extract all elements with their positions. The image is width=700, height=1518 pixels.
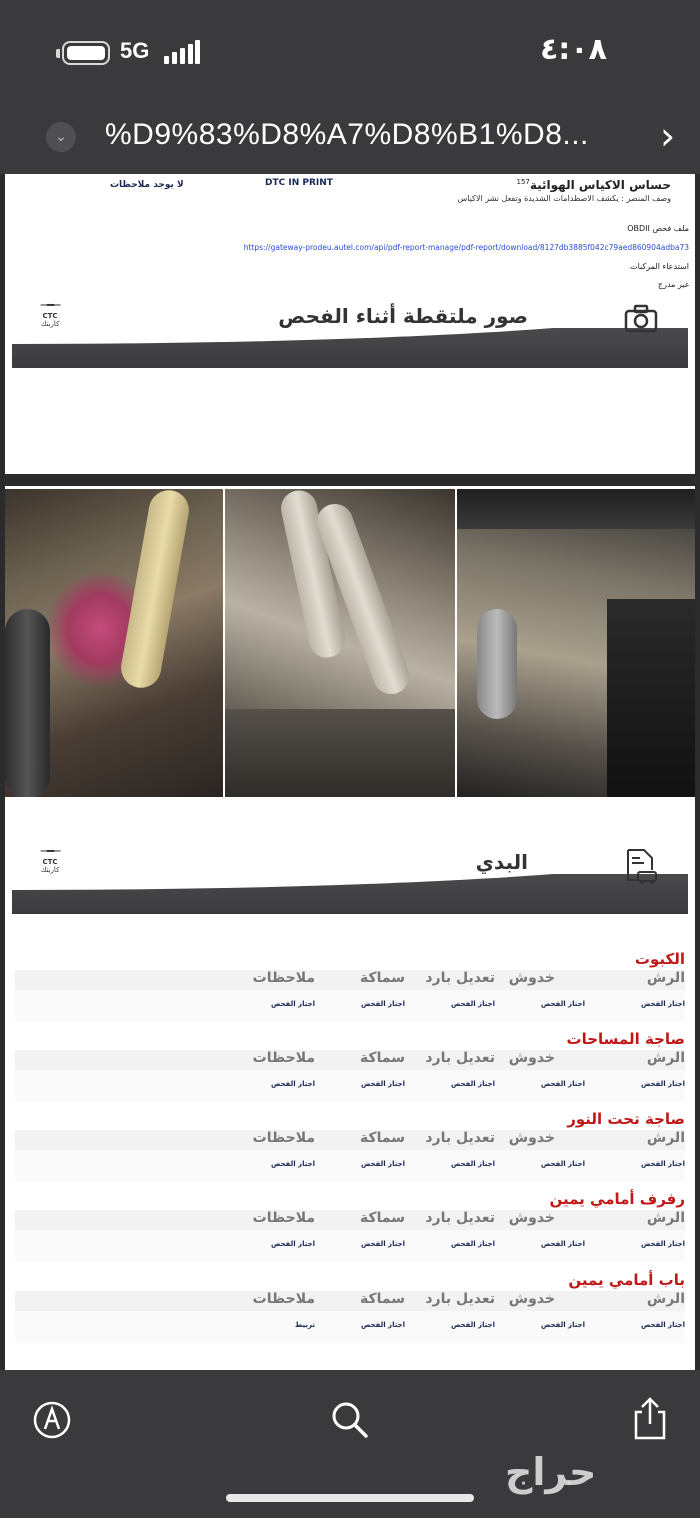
inspection-row xyxy=(15,1130,685,1182)
camera-icon xyxy=(624,304,658,334)
column-header: خدوش xyxy=(508,1130,555,1146)
cell-value: اجتاز الفحص xyxy=(450,1000,495,1008)
recall-value: غير مدرج xyxy=(657,280,689,289)
url-bar xyxy=(0,100,700,174)
cell-value: اجتاز الفحص xyxy=(540,1160,585,1168)
column-header: الرش xyxy=(646,970,685,986)
cell-value: اجتاز الفحص xyxy=(360,1160,405,1168)
body-section-title: البدي xyxy=(475,850,528,874)
column-header: سماكة xyxy=(359,970,405,986)
body-group xyxy=(15,1190,685,1260)
cell-value: اجتاز الفحص xyxy=(450,1321,495,1329)
signal-icon xyxy=(164,40,200,64)
photos-section-header xyxy=(12,298,688,368)
column-header: سماكة xyxy=(359,1050,405,1066)
group-title: صاجة المساحات xyxy=(566,1030,685,1048)
cell-value: اجتاز الفحص xyxy=(640,1160,685,1168)
obd-file-label: ملف فحص OBDII xyxy=(627,224,689,233)
cell-value: اجتاز الفحص xyxy=(360,1000,405,1008)
status-bar xyxy=(0,0,700,100)
network-type: 5G xyxy=(120,38,150,63)
inspection-photo-3[interactable] xyxy=(457,489,695,797)
recall-label: استدعاء المركبات xyxy=(630,262,689,271)
column-header: تعديل بارد xyxy=(425,970,495,986)
report-page-2 xyxy=(5,486,695,1370)
column-header: الرش xyxy=(646,1130,685,1146)
cell-value: اجتاز الفحص xyxy=(450,1080,495,1088)
column-header: خدوش xyxy=(508,970,555,986)
group-title: رفرف أمامي يمين xyxy=(549,1190,685,1208)
carbtec-logo: ─━─ CTC كاربتك xyxy=(40,844,60,874)
battery-icon xyxy=(62,41,110,65)
column-header: تعديل بارد xyxy=(425,1210,495,1226)
obd-code-status: DTC IN PRINT xyxy=(265,178,333,188)
column-header: تعديل بارد xyxy=(425,1291,495,1307)
cell-value: اجتاز الفحص xyxy=(640,1321,685,1329)
cell-value: اجتاز الفحص xyxy=(270,1080,315,1088)
column-header: خدوش xyxy=(508,1050,555,1066)
cell-value: اجتاز الفحص xyxy=(540,1000,585,1008)
url-text[interactable]: %D9%83%D8%A7%D8%B1%D8... xyxy=(105,118,589,151)
obd-code-title: حساس الاكياس الهوائية$^{157}$ xyxy=(516,178,671,192)
body-group xyxy=(15,1110,685,1180)
haraj-watermark: حراج xyxy=(505,1450,597,1494)
chevron-down-icon[interactable]: ⌄ xyxy=(46,122,76,152)
obd-report-link[interactable]: https://gateway-prodeu.autel.com/api/pdf-report-manage/pdf-report/download/8127db3885f042c79aed860904adba73 xyxy=(243,243,689,252)
cell-value: اجتاز الفحص xyxy=(270,1160,315,1168)
inspection-row xyxy=(15,1291,685,1343)
photos-section-title: صور ملتقطة أثناء الفحص xyxy=(278,304,528,328)
body-group xyxy=(15,950,685,1020)
home-indicator[interactable] xyxy=(226,1494,474,1502)
inspection-row xyxy=(15,970,685,1022)
column-header: الرش xyxy=(646,1291,685,1307)
cell-value: تربيط xyxy=(295,1321,315,1329)
obd-code-description: وصف المنصر : يكشف الاصطدامات الشديدة وتفعل نشر الاكياس xyxy=(457,194,671,203)
markup-icon[interactable] xyxy=(32,1400,72,1440)
column-header: ملاحظات xyxy=(252,1130,315,1146)
column-header: ملاحظات xyxy=(252,1210,315,1226)
obd-notes: لا يوجد ملاحظات xyxy=(110,180,184,190)
carbtec-logo: ─━─ CTC كاربتك xyxy=(40,298,60,328)
cell-value: اجتاز الفحص xyxy=(450,1240,495,1248)
inspection-photo-2[interactable] xyxy=(225,489,455,797)
report-page-1 xyxy=(5,174,695,474)
column-header: سماكة xyxy=(359,1210,405,1226)
car-document-icon xyxy=(624,848,658,886)
group-title: الكبوت xyxy=(634,950,685,968)
column-header: خدوش xyxy=(508,1210,555,1226)
obd-code-number: 157 xyxy=(516,178,530,186)
column-header: الرش xyxy=(646,1210,685,1226)
group-title: صاجة تحت النور xyxy=(567,1110,685,1128)
body-group xyxy=(15,1271,685,1341)
chevron-right-icon[interactable]: › xyxy=(660,114,676,158)
share-icon[interactable] xyxy=(630,1396,670,1440)
body-group xyxy=(15,1030,685,1100)
column-header: تعديل بارد xyxy=(425,1050,495,1066)
column-header: سماكة xyxy=(359,1291,405,1307)
column-header: ملاحظات xyxy=(252,970,315,986)
cell-value: اجتاز الفحص xyxy=(450,1160,495,1168)
cell-value: اجتاز الفحص xyxy=(540,1080,585,1088)
column-header: ملاحظات xyxy=(252,1050,315,1066)
search-icon[interactable] xyxy=(330,1400,370,1440)
cell-value: اجتاز الفحص xyxy=(540,1240,585,1248)
cell-value: اجتاز الفحص xyxy=(640,1080,685,1088)
inspection-photos xyxy=(5,489,695,799)
inspection-photo-1[interactable] xyxy=(5,489,223,797)
inspection-row xyxy=(15,1050,685,1102)
body-section-header xyxy=(12,844,688,914)
column-header: تعديل بارد xyxy=(425,1130,495,1146)
column-header: ملاحظات xyxy=(252,1291,315,1307)
cell-value: اجتاز الفحص xyxy=(540,1321,585,1329)
group-title: باب أمامي يمين xyxy=(568,1271,685,1289)
cell-value: اجتاز الفحص xyxy=(270,1240,315,1248)
document-view[interactable] xyxy=(0,174,700,1370)
cell-value: اجتاز الفحص xyxy=(360,1080,405,1088)
clock: ٤:٠٨ xyxy=(540,32,607,67)
column-header: الرش xyxy=(646,1050,685,1066)
cell-value: اجتاز الفحص xyxy=(360,1321,405,1329)
cell-value: اجتاز الفحص xyxy=(640,1000,685,1008)
column-header: خدوش xyxy=(508,1291,555,1307)
column-header: سماكة xyxy=(359,1130,405,1146)
cell-value: اجتاز الفحص xyxy=(270,1000,315,1008)
battery-tip xyxy=(56,49,60,58)
inspection-row xyxy=(15,1210,685,1262)
cell-value: اجتاز الفحص xyxy=(640,1240,685,1248)
cell-value: اجتاز الفحص xyxy=(360,1240,405,1248)
